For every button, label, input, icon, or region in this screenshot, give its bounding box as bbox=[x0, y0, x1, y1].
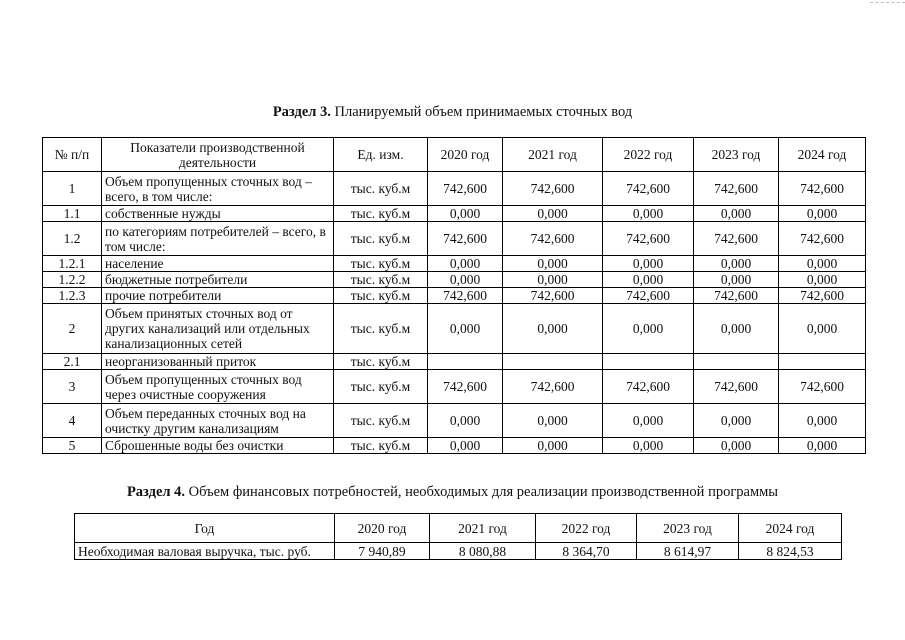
indicator-cell: бюджетные потребители bbox=[102, 272, 334, 288]
unit-cell: тыс. куб.м bbox=[334, 222, 428, 256]
value-cell: 0,000 bbox=[779, 206, 866, 222]
table-row bbox=[75, 543, 842, 560]
header-cell: Год bbox=[75, 514, 335, 543]
value-cell: 0,000 bbox=[428, 206, 503, 222]
unit-cell: тыс. куб.м bbox=[334, 304, 428, 354]
sewage-volume-table bbox=[42, 137, 866, 454]
value-cell: 0,000 bbox=[428, 272, 503, 288]
value-cell: 0,000 bbox=[503, 304, 603, 354]
value-cell: 8 080,88 bbox=[430, 543, 536, 560]
indicator-cell: население bbox=[102, 256, 334, 272]
value-cell: 0,000 bbox=[428, 404, 503, 438]
row-number: 1.2.3 bbox=[43, 288, 102, 304]
header-cell: 2020 год bbox=[428, 138, 503, 172]
value-cell: 0,000 bbox=[694, 256, 779, 272]
value-cell: 8 614,97 bbox=[637, 543, 739, 560]
value-cell: 742,600 bbox=[503, 172, 603, 206]
value-cell bbox=[603, 354, 694, 370]
value-cell: 0,000 bbox=[694, 438, 779, 454]
row-number: 1.1 bbox=[43, 206, 102, 222]
header-cell: № п/п bbox=[43, 138, 102, 172]
value-cell: 742,600 bbox=[694, 172, 779, 206]
header-cell: 2023 год bbox=[694, 138, 779, 172]
row-number: 4 bbox=[43, 404, 102, 438]
value-cell: 8 824,53 bbox=[739, 543, 842, 560]
indicator-cell: по категориям потребителей – всего, в том числе: bbox=[102, 222, 334, 256]
value-cell: 742,600 bbox=[503, 370, 603, 404]
value-cell: 0,000 bbox=[503, 256, 603, 272]
value-cell: 0,000 bbox=[779, 438, 866, 454]
table-header-row bbox=[75, 514, 842, 543]
table-row bbox=[43, 354, 866, 370]
table-row bbox=[43, 272, 866, 288]
value-cell: 7 940,89 bbox=[335, 543, 430, 560]
value-cell: 0,000 bbox=[779, 304, 866, 354]
value-cell: 0,000 bbox=[503, 404, 603, 438]
value-cell: 0,000 bbox=[779, 256, 866, 272]
value-cell: 0,000 bbox=[603, 272, 694, 288]
unit-cell: тыс. куб.м bbox=[334, 206, 428, 222]
section4-title: Объем финансовых потребностей, необходимых для реализации производственной программы bbox=[188, 484, 779, 500]
header-cell: 2022 год bbox=[603, 138, 694, 172]
row-number: 1 bbox=[43, 172, 102, 206]
value-cell: 742,600 bbox=[428, 370, 503, 404]
unit-cell: тыс. куб.м bbox=[334, 370, 428, 404]
value-cell bbox=[428, 354, 503, 370]
indicator-cell: Объем пропущенных сточных вод – всего, в том числе: bbox=[102, 172, 334, 206]
row-number: 1.2.1 bbox=[43, 256, 102, 272]
value-cell: 0,000 bbox=[694, 206, 779, 222]
indicator-cell: собственные нужды bbox=[102, 206, 334, 222]
value-cell: 0,000 bbox=[779, 272, 866, 288]
unit-cell: тыс. куб.м bbox=[334, 288, 428, 304]
table-row bbox=[43, 206, 866, 222]
value-cell: 0,000 bbox=[428, 256, 503, 272]
table-row bbox=[43, 256, 866, 272]
indicator-cell: Объем пропущенных сточных вод через очистные сооружения bbox=[102, 370, 334, 404]
row-number: 5 bbox=[43, 438, 102, 454]
section3-title: Планируемый объем принимаемых сточных вод bbox=[334, 104, 633, 120]
header-cell: 2020 год bbox=[335, 514, 430, 543]
indicator-cell: неорганизованный приток bbox=[102, 354, 334, 370]
value-cell: 0,000 bbox=[603, 404, 694, 438]
value-cell bbox=[779, 354, 866, 370]
value-cell: 0,000 bbox=[603, 304, 694, 354]
value-cell: 742,600 bbox=[503, 288, 603, 304]
value-cell: 742,600 bbox=[779, 222, 866, 256]
value-cell: 742,600 bbox=[603, 370, 694, 404]
value-cell: 742,600 bbox=[694, 288, 779, 304]
value-cell: 8 364,70 bbox=[536, 543, 637, 560]
header-cell: 2024 год bbox=[779, 138, 866, 172]
value-cell: 0,000 bbox=[694, 272, 779, 288]
indicator-cell: Объем переданных сточных вод на очистку другим канализациям bbox=[102, 404, 334, 438]
row-number: 3 bbox=[43, 370, 102, 404]
table-row bbox=[43, 438, 866, 454]
table-row bbox=[43, 304, 866, 354]
indicator-cell: прочие потребители bbox=[102, 288, 334, 304]
value-cell: 0,000 bbox=[503, 438, 603, 454]
unit-cell: тыс. куб.м bbox=[334, 172, 428, 206]
financial-needs-table bbox=[74, 513, 842, 560]
row-number: 2.1 bbox=[43, 354, 102, 370]
table-row bbox=[43, 288, 866, 304]
value-cell: 0,000 bbox=[603, 256, 694, 272]
unit-cell: тыс. куб.м bbox=[334, 404, 428, 438]
header-cell: 2022 год bbox=[536, 514, 637, 543]
header-cell: Показатели производственной деятельности bbox=[102, 138, 334, 172]
value-cell: 0,000 bbox=[503, 272, 603, 288]
value-cell: 742,600 bbox=[779, 370, 866, 404]
value-cell: 742,600 bbox=[779, 288, 866, 304]
value-cell: 0,000 bbox=[503, 206, 603, 222]
unit-cell: тыс. куб.м bbox=[334, 354, 428, 370]
value-cell: 0,000 bbox=[779, 404, 866, 438]
value-cell: 742,600 bbox=[603, 288, 694, 304]
section4-prefix: Раздел 4. bbox=[126, 484, 186, 500]
value-cell: 0,000 bbox=[428, 304, 503, 354]
header-cell: 2024 год bbox=[739, 514, 842, 543]
value-cell: 742,600 bbox=[694, 370, 779, 404]
value-cell: 0,000 bbox=[603, 438, 694, 454]
indicator-cell: Необходимая валовая выручка, тыс. руб. bbox=[75, 543, 335, 560]
table-row bbox=[43, 404, 866, 438]
row-number: 2 bbox=[43, 304, 102, 354]
table-row bbox=[43, 222, 866, 256]
row-number: 1.2 bbox=[43, 222, 102, 256]
unit-cell: тыс. куб.м bbox=[334, 438, 428, 454]
table-header-row bbox=[43, 138, 866, 172]
section3-prefix: Раздел 3. bbox=[272, 104, 331, 120]
value-cell: 742,600 bbox=[428, 222, 503, 256]
value-cell: 0,000 bbox=[694, 404, 779, 438]
value-cell: 742,600 bbox=[603, 172, 694, 206]
header-cell: 2021 год bbox=[503, 138, 603, 172]
value-cell: 0,000 bbox=[694, 304, 779, 354]
scan-artifact bbox=[870, 2, 905, 3]
section3-heading bbox=[0, 103, 905, 121]
value-cell: 742,600 bbox=[428, 172, 503, 206]
section4-heading bbox=[0, 483, 905, 501]
value-cell: 742,600 bbox=[603, 222, 694, 256]
unit-cell: тыс. куб.м bbox=[334, 272, 428, 288]
row-number: 1.2.2 bbox=[43, 272, 102, 288]
value-cell: 742,600 bbox=[694, 222, 779, 256]
table-row bbox=[43, 172, 866, 206]
value-cell bbox=[503, 354, 603, 370]
value-cell: 742,600 bbox=[503, 222, 603, 256]
header-cell: Ед. изм. bbox=[334, 138, 428, 172]
value-cell bbox=[694, 354, 779, 370]
value-cell: 0,000 bbox=[603, 206, 694, 222]
value-cell: 0,000 bbox=[428, 438, 503, 454]
table-row bbox=[43, 370, 866, 404]
indicator-cell: Объем принятых сточных вод от других канализаций или отдельных канализационных сетей bbox=[102, 304, 334, 354]
indicator-cell: Сброшенные воды без очистки bbox=[102, 438, 334, 454]
value-cell: 742,600 bbox=[779, 172, 866, 206]
header-cell: 2021 год bbox=[430, 514, 536, 543]
value-cell: 742,600 bbox=[428, 288, 503, 304]
header-cell: 2023 год bbox=[637, 514, 739, 543]
unit-cell: тыс. куб.м bbox=[334, 256, 428, 272]
